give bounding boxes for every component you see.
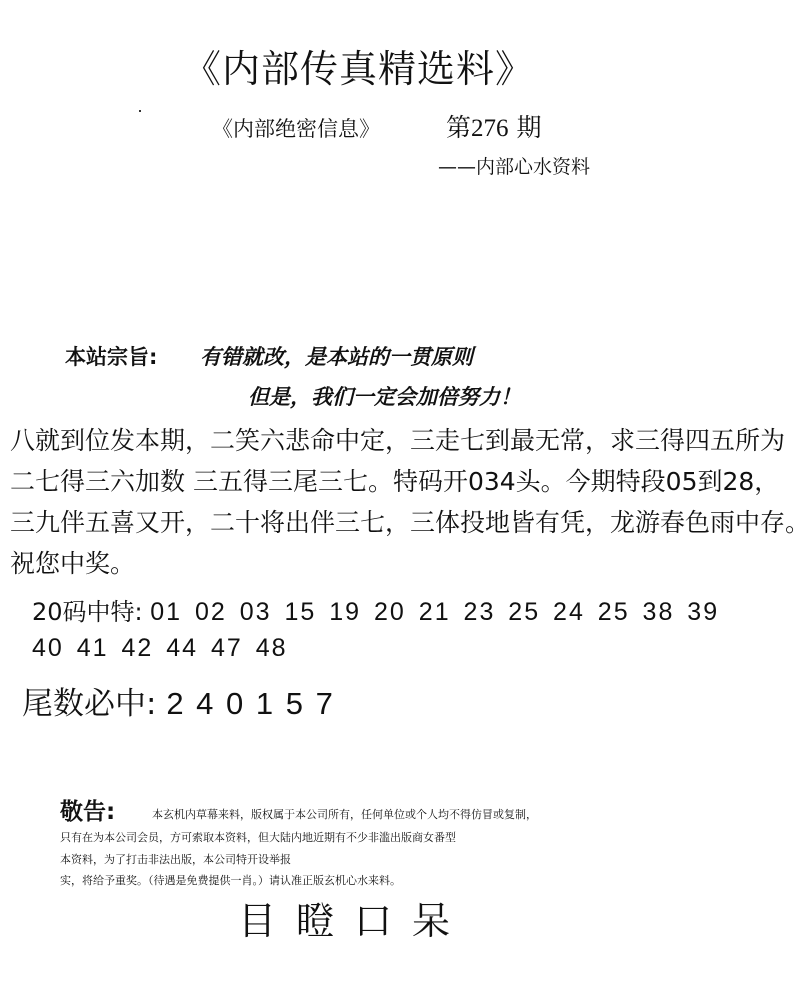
subtitle: 《内部绝密信息》 [212,117,380,141]
poem-block [10,420,810,584]
issue-label [446,108,541,144]
issue-suffix: 期 [508,113,542,142]
codes-numbers-1: 01 02 03 15 19 20 21 23 25 24 25 38 39 [150,598,720,626]
codes-row-1 [32,592,719,627]
notice-line: 本资料，为了打击非法出版，本公司特开设举报 [60,853,291,866]
motto-line-2: 但是，我们一定会加倍努力！ [248,384,521,409]
issue-prefix: 第 [446,113,472,142]
poem-line: 八就到位发本期，二笑六悲命中定，三走七到最无常，求三得四五所为 [10,426,786,455]
speck [139,110,141,112]
codes-numbers-2: 40 41 42 44 47 48 [32,634,288,662]
motto-label: 本站宗旨: [65,345,158,369]
tail-row [22,678,335,723]
notice-label: 敬告: [60,799,116,825]
codes-row-2 [32,634,288,663]
poem-line: 祝您中奖。 [10,549,136,578]
poem-line: 二七得三六加数 三五得三尾三七。特码开034头。今期特段05到28， [10,467,780,496]
brand-name: 目瞪口呆 [238,899,471,943]
notice-line: 实，将给予重奖。（待遇是免费提供一肖。）请认准正版玄机心水来料。 [60,874,401,887]
document-title: 《内部传真精选料》 [182,47,534,91]
poem-line: 三九伴五喜又开，二十将出伴三七，三体投地皆有凭，龙游春色雨中存。 [10,508,810,537]
issue-number: 276 [471,115,509,142]
codes-label: 20码中特: [32,598,143,626]
motto-line-1: 有错就改，是本站的一贯原则 [200,344,473,369]
tail-digits: 2 4 0 1 5 7 [166,686,335,721]
source-note: ——内部心水资料 [438,156,591,178]
notice-line: 本玄机内草幕来料，版权属于本公司所有，任何单位或个人均不得仿冒或复制， [152,808,537,821]
tail-label: 尾数必中: [22,686,157,722]
notice-line: 只有在为本公司会员，方可索取本资料，但大陆内地近期有不少非滥出版商女番型 [60,831,456,844]
